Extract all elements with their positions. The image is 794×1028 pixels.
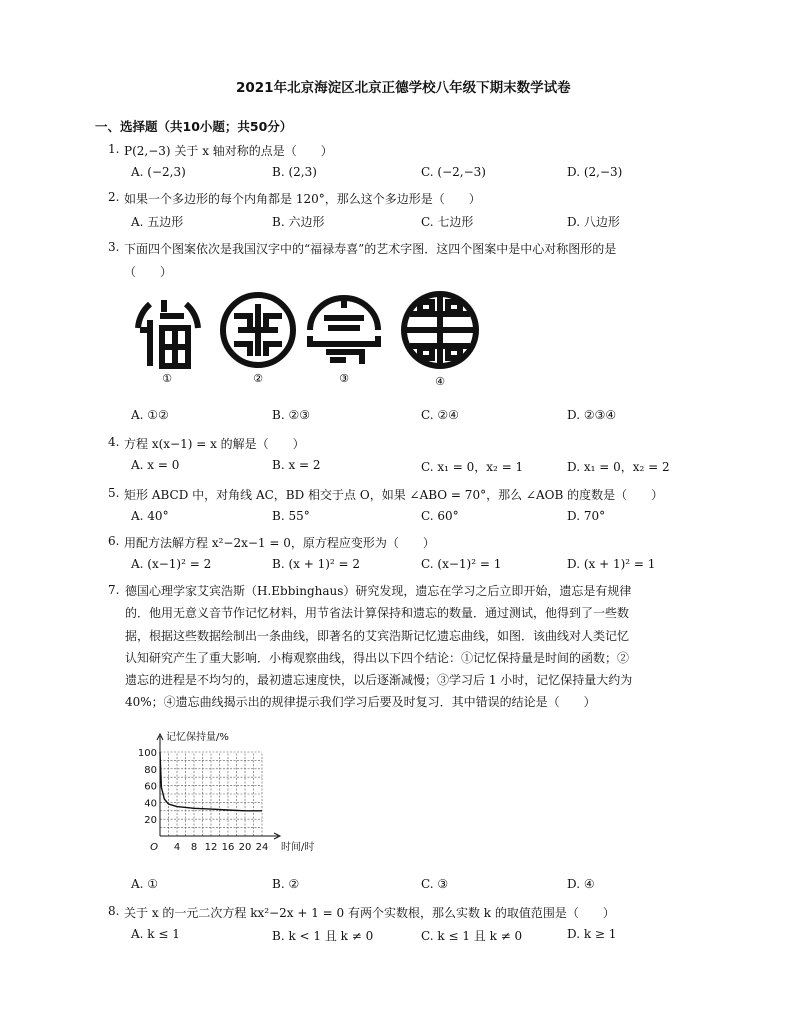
option-8d[interactable]: D. k ≥ 1 — [567, 927, 617, 941]
option-2a[interactable]: A. 五边形 — [131, 215, 184, 229]
option-5b[interactable]: B. 55° — [272, 509, 310, 523]
y-tick-label: 80 — [144, 764, 157, 776]
option-1b[interactable]: B. (2,3) — [272, 165, 317, 179]
question-text-6: 用配方法解方程 x²−2x−1 = 0，原方程应变形为（ ） — [124, 536, 435, 550]
lu-character-icon — [223, 295, 293, 365]
y-tick-label: 100 — [138, 748, 157, 759]
option-7b[interactable]: B. ② — [272, 877, 300, 891]
y-tick-label: 60 — [144, 781, 157, 793]
question-text-3: 下面四个图案依次是我国汉字中的“福禄寿喜”的艺术字图．这四个图案中是中心对称图形的是 — [124, 242, 617, 256]
option-3a[interactable]: A. ①② — [131, 408, 169, 422]
question-text-5: 矩形 ABCD 中，对角线 AC，BD 相交于点 O，如果 ∠ABO = 70°，那么 ∠AOB 的度数是（ ） — [124, 488, 664, 502]
q7-line-2: 的．他用无意义音节作记忆材料，用节省法计算保持和遗忘的数量．通过测试，他得到了一些数 — [125, 606, 630, 621]
question-number-6: 6. — [108, 534, 120, 548]
question-text-8: 关于 x 的一元二次方程 kx²−2x + 1 = 0 有两个实数根，那么实数 k 的取值范围是（ ） — [124, 906, 615, 920]
xi-character-icon — [404, 294, 476, 366]
q7-line-5: 遗忘的进程是不均匀的，最初遗忘速度快，以后逐渐减慢；③学习后 1 小时，记忆保持量大约为 — [125, 673, 633, 688]
option-7a[interactable]: A. ① — [131, 877, 159, 891]
option-2c[interactable]: C. 七边形 — [421, 215, 474, 229]
option-3b[interactable]: B. ②③ — [272, 408, 310, 422]
option-2b[interactable]: B. 六边形 — [272, 215, 325, 229]
question-number-2: 2. — [108, 190, 120, 204]
option-2d[interactable]: D. 八边形 — [567, 215, 620, 229]
option-8a[interactable]: A. k ≤ 1 — [131, 927, 180, 941]
section-heading: 一、选择题（共10小题；共50分） — [95, 119, 293, 134]
x-tick-label: 20 — [238, 842, 252, 853]
forgetting-curve-chart — [138, 728, 328, 858]
option-4a[interactable]: A. x = 0 — [131, 458, 180, 472]
question-text-4: 方程 x(x−1) = x 的解是（ ） — [124, 437, 305, 451]
x-tick-label: 4 — [173, 842, 181, 853]
origin-label: O — [150, 842, 158, 853]
question-text-3-cont: （ ） — [124, 265, 173, 279]
q7-line-4: 认知研究产生了重大影响．小梅观察曲线，得出以下四个结论：①记忆保持量是时间的函数；② — [125, 650, 630, 665]
y-tick-label: 40 — [144, 798, 157, 810]
y-tick-label: 20 — [144, 815, 157, 827]
option-7c[interactable]: C. ③ — [421, 877, 449, 891]
x-tick-label: 12 — [204, 842, 218, 853]
option-4d[interactable]: D. x₁ = 0，x₂ = 2 — [567, 460, 670, 474]
question-number-8: 8. — [108, 904, 120, 918]
option-5d[interactable]: D. 70° — [567, 509, 606, 523]
question-number-7: 7. — [108, 583, 120, 597]
question-text-7 — [125, 580, 710, 714]
option-1a[interactable]: A. (−2,3) — [131, 165, 186, 179]
option-6d[interactable]: D. (x + 1)² = 1 — [567, 557, 656, 571]
option-7d[interactable]: D. ④ — [567, 877, 595, 891]
option-3c[interactable]: C. ②④ — [421, 408, 459, 422]
figure-label-1: ① — [162, 372, 172, 385]
page-title: 2021年北京海淀区北京正德学校八年级下期末数学试卷 — [236, 80, 571, 96]
question-text-2: 如果一个多边形的每个内角都是 120°，那么这个多边形是（ ） — [124, 192, 481, 206]
question-text-1: P(2,−3) 关于 x 轴对称的点是（ ） — [124, 144, 333, 158]
option-5a[interactable]: A. 40° — [131, 509, 169, 523]
art-characters-figure — [130, 290, 490, 390]
option-5c[interactable]: C. 60° — [421, 509, 459, 523]
question-number-1: 1. — [108, 142, 120, 156]
q7-line-3: 据，根据这些数据绘制出一条曲线，即著名的艾宾浩斯记忆遗忘曲线，如图．该曲线对人类记忆 — [125, 628, 630, 643]
x-tick-label: 8 — [190, 842, 198, 853]
figure-label-4: ④ — [435, 375, 445, 388]
question-number-5: 5. — [108, 486, 120, 500]
option-1c[interactable]: C. (−2,−3) — [421, 165, 486, 179]
y-axis-label: 记忆保持量/% — [166, 732, 229, 743]
shou-character-icon — [310, 296, 378, 364]
fu-character-icon — [138, 300, 198, 366]
option-3d[interactable]: D. ②③④ — [567, 408, 617, 422]
option-6b[interactable]: B. (x + 1)² = 2 — [272, 557, 361, 571]
question-number-4: 4. — [108, 435, 120, 449]
option-6a[interactable]: A. (x−1)² = 2 — [131, 557, 212, 571]
q7-line-6: 40%；④遗忘曲线揭示出的规律提示我们学习后要及时复习．其中错误的结论是（ ） — [125, 695, 596, 710]
q7-line-1: 德国心理学家艾宾浩斯（H.Ebbinghaus）研究发现，遗忘在学习之后立即开始，遗忘是有规律 — [125, 584, 632, 598]
x-tick-label: 24 — [255, 842, 269, 853]
figure-label-2: ② — [253, 372, 263, 385]
option-4c[interactable]: C. x₁ = 0，x₂ = 1 — [421, 460, 524, 474]
option-8c[interactable]: C. k ≤ 1 且 k ≠ 0 — [421, 929, 523, 943]
figure-label-3: ③ — [339, 372, 349, 385]
x-axis-label: 时间/时 — [281, 842, 315, 853]
option-1d[interactable]: D. (2,−3) — [567, 165, 623, 179]
option-4b[interactable]: B. x = 2 — [272, 458, 321, 472]
question-number-3: 3. — [108, 240, 120, 254]
x-tick-label: 16 — [221, 842, 235, 853]
option-8b[interactable]: B. k < 1 且 k ≠ 0 — [272, 929, 374, 943]
option-6c[interactable]: C. (x−1)² = 1 — [421, 557, 502, 571]
